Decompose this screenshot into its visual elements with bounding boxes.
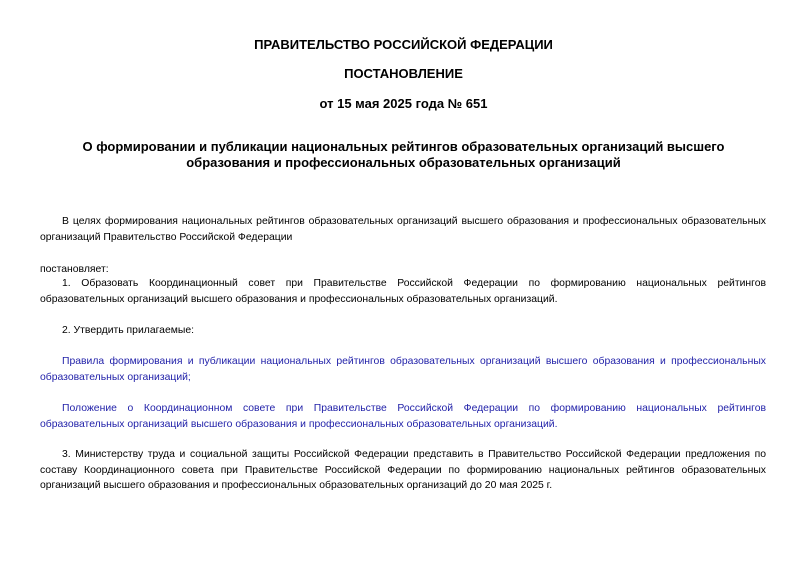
regulation-link-paragraph [40,401,766,432]
item-3-paragraph: 3. Министерству труда и социальной защиты Российской Федерации представить в Правительство Российской Федерации предложения по составу Координационного совета при Правительстве Российской Федерации по формированию национальных рейтингов образовательных организаций высшего образования и профессиональных образовательных организаций до 20 мая 2025 г. [40,449,766,492]
document-type: ПОСТАНОВЛЕНИЕ [344,66,463,81]
issuing-authority: ПРАВИТЕЛЬСТВО РОССИЙСКОЙ ФЕДЕРАЦИИ [254,37,553,52]
document-title: О формировании и публикации национальных рейтингов образовательных организаций высшего образования и профессиональных образовательных организаций [82,139,725,170]
item-1-paragraph: 1. Образовать Координационный совет при Правительстве Российской Федерации по формированию национальных рейтингов образовательных организаций высшего образования и профессиональных образовательных организаций. [40,278,766,305]
resolves-label: постановляет: [40,264,109,275]
preamble-paragraph: В целях формирования национальных рейтингов образовательных организаций высшего образования и профессиональных образовательных организаций Правительство Российской Федерации [40,216,766,243]
rules-link[interactable]: Правила формирования и публикации национальных рейтингов образовательных организаций высшего образования и профессиональных образовательных организаций; [40,356,766,383]
regulation-link[interactable]: Положение о Координационном совете при Правительстве Российской Федерации по формированию национальных рейтингов образовательных организаций высшего образования и профессиональных образовательных организаций. [40,403,766,430]
item-2-paragraph: 2. Утвердить прилагаемые: [62,325,195,336]
rules-link-paragraph [40,354,766,385]
document-date-number: от 15 мая 2025 года № 651 [319,96,488,111]
